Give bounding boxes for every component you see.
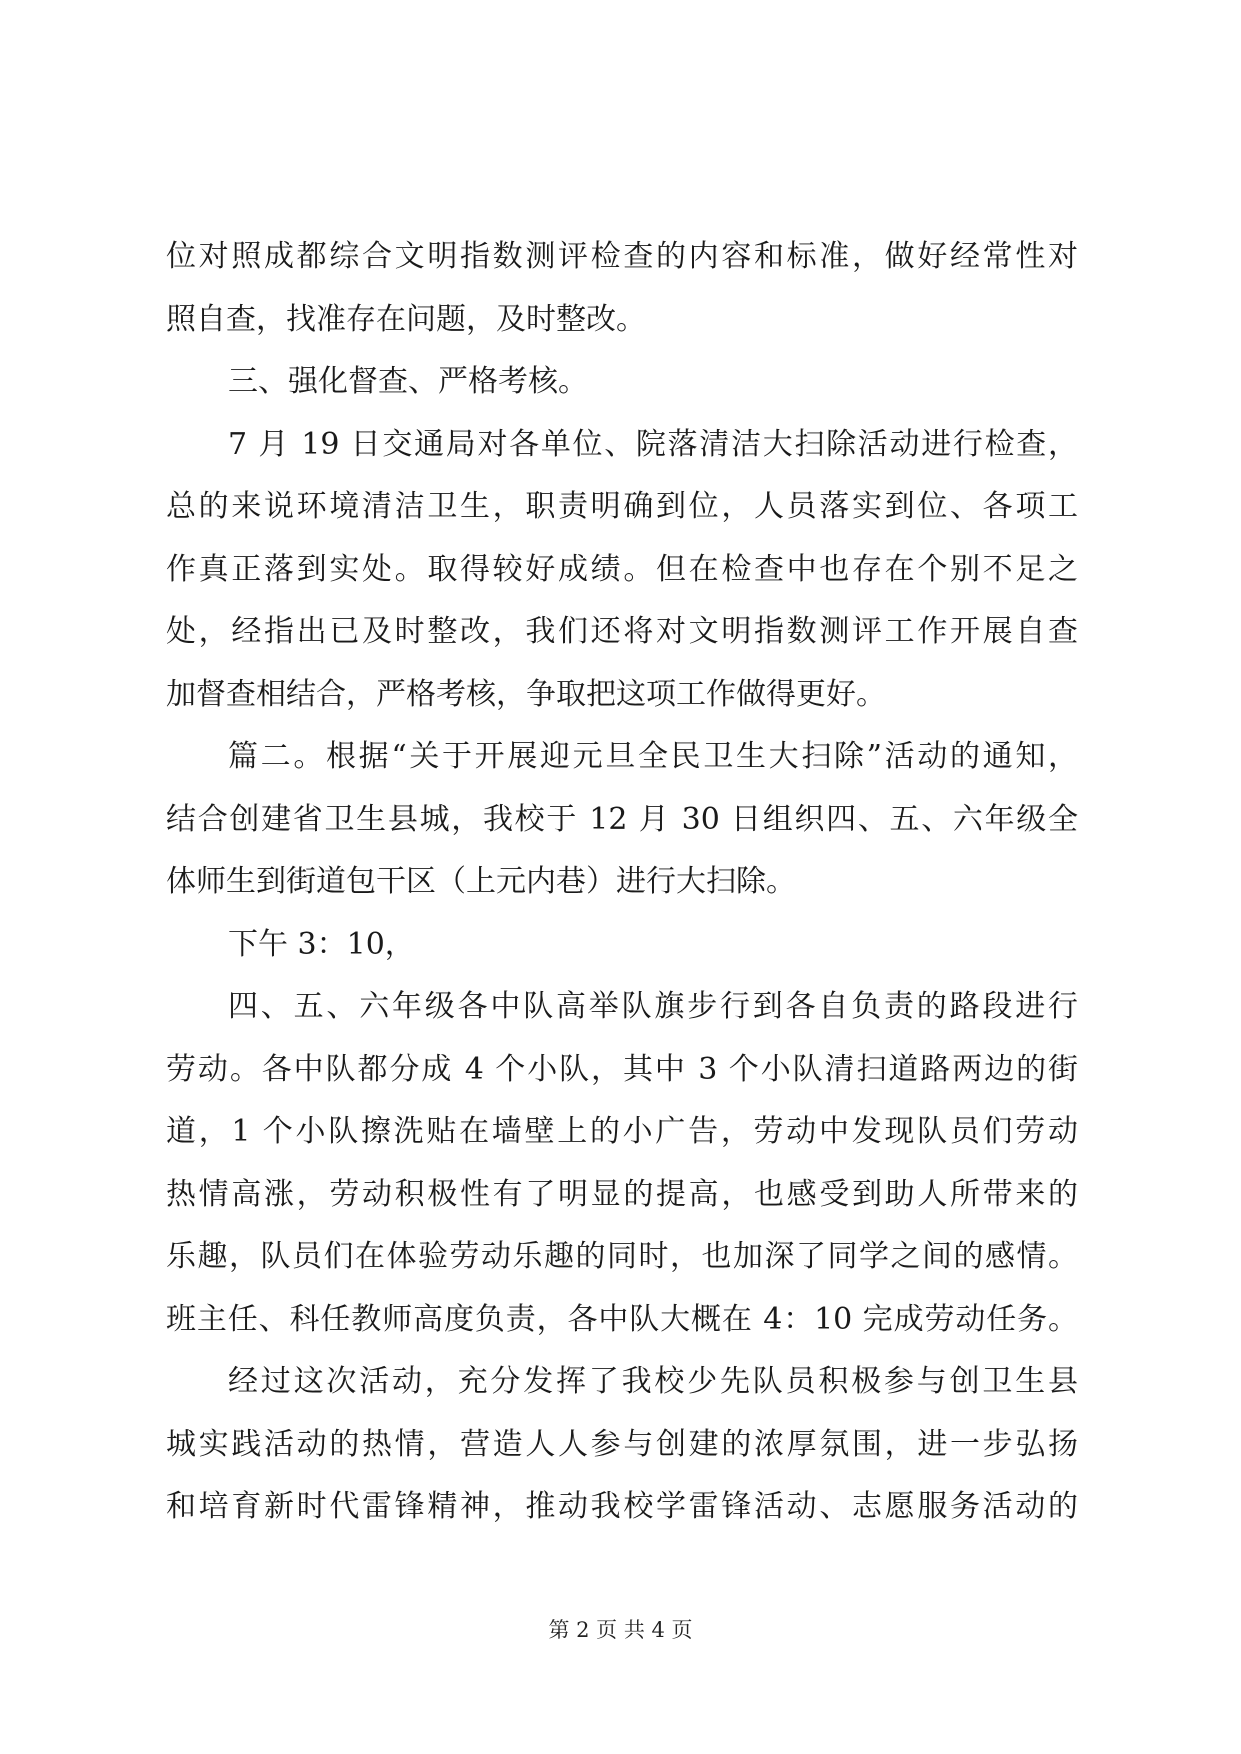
text-line: 和培育新时代雷锋精神，推动我校学雷锋活动、志愿服务活动的: [166, 1489, 1078, 1524]
text-line: 照自查，找准存在问题，及时整改。: [166, 301, 646, 337]
text-line: 经过这次活动，充分发挥了我校少先队员积极参与创卫生县: [228, 1364, 1078, 1399]
text-line: 道，1 个小队擦洗贴在墙壁上的小广告，劳动中发现队员们劳动: [166, 1114, 1078, 1149]
text-line: 结合创建省卫生县城，我校于 12 月 30 日组织四、五、六年级全: [166, 801, 1078, 837]
text-line: 热情高涨，劳动积极性有了明显的提高，也感受到助人所带来的: [166, 1176, 1078, 1212]
text-line: 班主任、科任教师高度负责，各中队大概在 4：10 完成劳动任务。: [166, 1301, 1078, 1337]
text-line: 处，经指出已及时整改，我们还将对文明指数测评工作开展自查: [166, 614, 1078, 649]
body-text: [166, 226, 1078, 1539]
text-line: 劳动。各中队都分成 4 个小队，其中 3 个小队清扫道路两边的街: [166, 1051, 1078, 1087]
text-line: 下午 3：10，: [228, 926, 415, 962]
text-line: 乐趣，队员们在体验劳动乐趣的同时，也加深了同学之间的感情。: [166, 1239, 1078, 1274]
text-line: 位对照成都综合文明指数测评检查的内容和标准，做好经常性对: [166, 239, 1078, 274]
page-number-footer: 第 2 页 共 4 页: [548, 1618, 693, 1642]
text-line: 体师生到街道包干区（上元内巷）进行大扫除。: [166, 864, 796, 899]
text-line: 作真正落到实处。取得较好成绩。但在检查中也存在个别不足之: [166, 551, 1078, 587]
text-line: 总的来说环境清洁卫生，职责明确到位，人员落实到位、各项工: [166, 489, 1078, 524]
section-heading: 三、强化督查、严格考核。: [228, 364, 588, 399]
text-line: 7 月 19 日交通局对各单位、院落清洁大扫除活动进行检查，: [228, 426, 1078, 462]
text-line: 加督查相结合，严格考核，争取把这项工作做得更好。: [166, 676, 886, 712]
text-line: 城实践活动的热情，营造人人参与创建的浓厚氛围，进一步弘扬: [166, 1426, 1078, 1462]
text-line: 篇二。根据“关于开展迎元旦全民卫生大扫除”活动的通知，: [228, 739, 1078, 774]
text-line: 四、五、六年级各中队高举队旗步行到各自负责的路段进行: [228, 989, 1078, 1024]
